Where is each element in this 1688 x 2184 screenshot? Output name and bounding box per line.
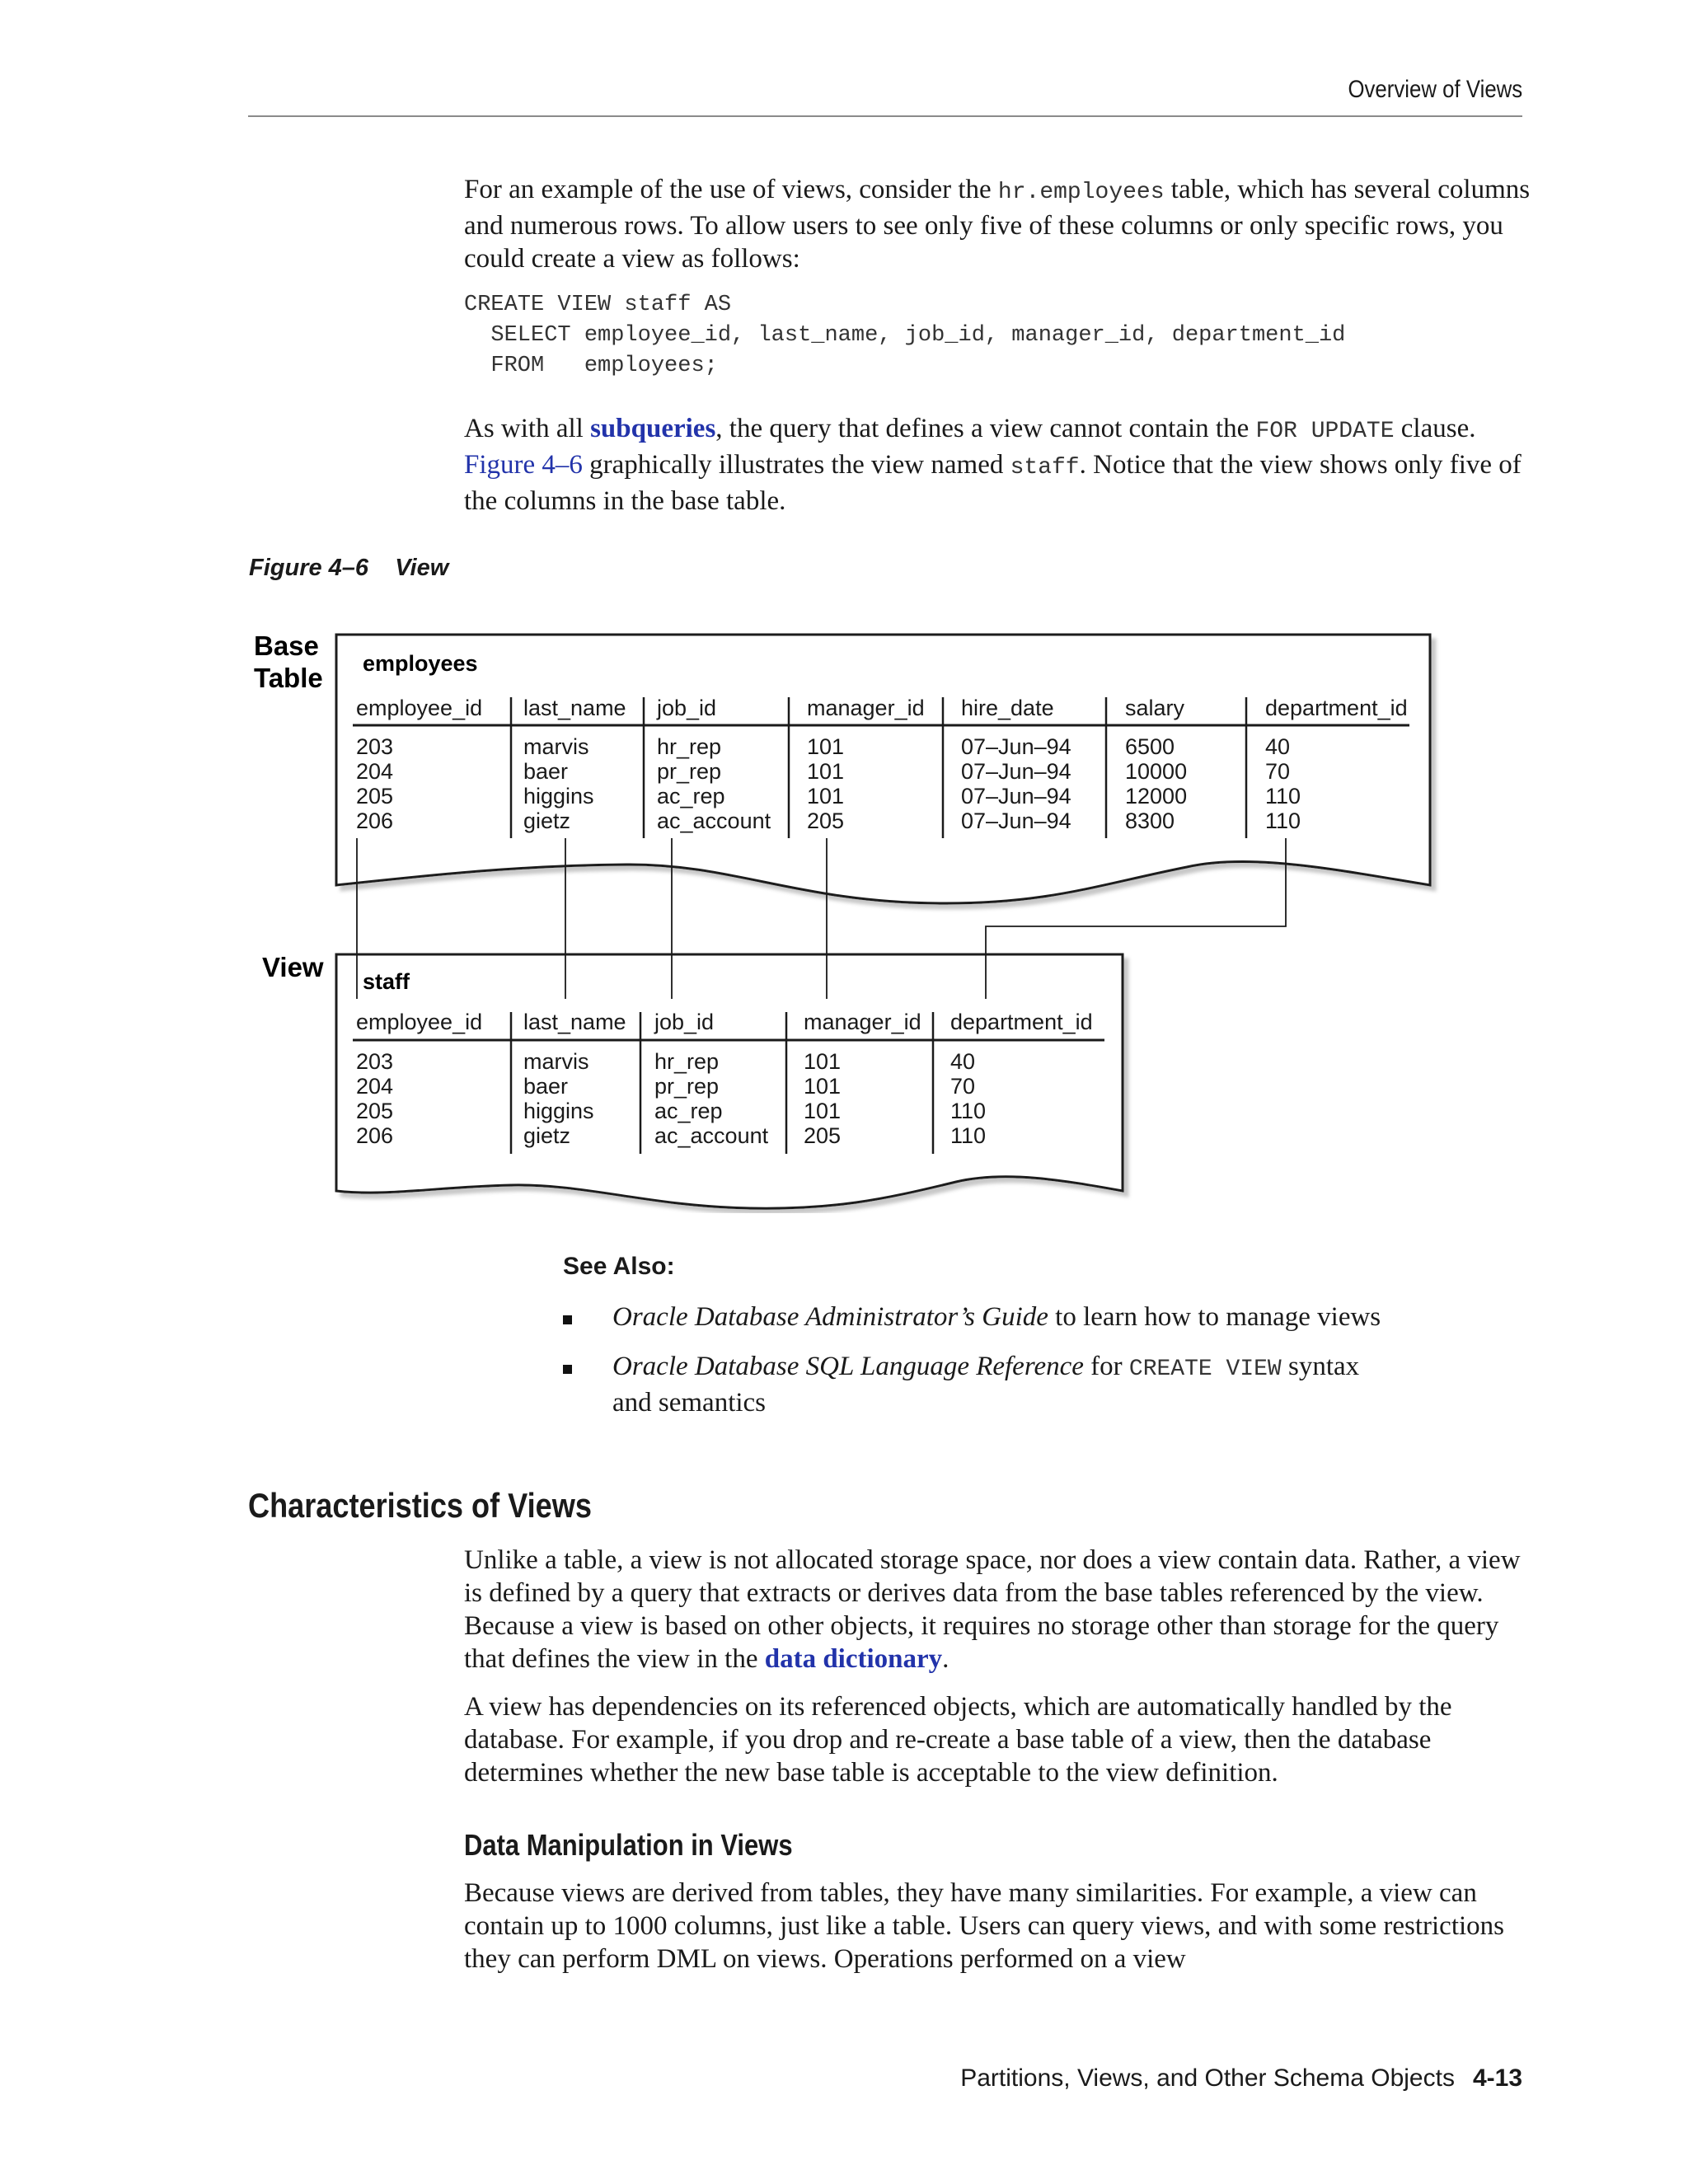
see-also-heading: See Also: bbox=[563, 1253, 675, 1280]
see-also-item bbox=[563, 1350, 1387, 1419]
table-cell: 40 bbox=[950, 1049, 976, 1074]
table-cell: 203 bbox=[356, 1049, 394, 1074]
column-header: manager_id bbox=[807, 696, 925, 720]
column-header: employee_id bbox=[356, 1010, 483, 1034]
figure-caption: Figure 4–6 View bbox=[249, 555, 449, 581]
table-cell: baer bbox=[523, 1074, 569, 1099]
bullet-square-icon bbox=[563, 1315, 572, 1324]
table-cell: 6500 bbox=[1125, 734, 1175, 759]
table-cell: ac_account bbox=[654, 1123, 769, 1148]
table-cell: 101 bbox=[804, 1074, 842, 1099]
column-header: job_id bbox=[654, 1010, 715, 1034]
table-cell: 70 bbox=[1265, 759, 1291, 784]
view-table-name: staff bbox=[363, 969, 410, 994]
para2-text-1: As with all bbox=[464, 414, 591, 443]
subsection-heading: Data Manipulation in Views bbox=[464, 1828, 793, 1862]
section-paragraph-2: A view has dependencies on its referenced objects, which are automatically handled by the database. For example, if you drop and re-create a base table of a view, then the database determines whether the new base table is acceptable to the view definition. bbox=[464, 1692, 1452, 1788]
view-diagram bbox=[239, 620, 1451, 1213]
table-cell: 8300 bbox=[1125, 808, 1175, 833]
page-number: 4-13 bbox=[1472, 2064, 1522, 2092]
table-cell: marvis bbox=[523, 1049, 589, 1074]
admin-guide-title: Oracle Database Administrator’s Guide bbox=[612, 1302, 1048, 1332]
table-cell: marvis bbox=[523, 734, 589, 759]
footer-title: Partitions, Views, and Other Schema Objects bbox=[960, 2064, 1455, 2092]
staff-code: staff bbox=[1010, 455, 1080, 480]
column-header: job_id bbox=[657, 696, 717, 720]
view-label: View bbox=[262, 952, 324, 982]
see-also-item bbox=[563, 1301, 1387, 1333]
table-cell: 204 bbox=[356, 759, 394, 784]
table-cell: 70 bbox=[950, 1074, 976, 1099]
see-also-item-1-text: to learn how to manage views bbox=[1048, 1302, 1381, 1332]
table-cell: 101 bbox=[804, 1099, 842, 1123]
table-cell: baer bbox=[523, 759, 569, 784]
table-cell: 205 bbox=[807, 808, 845, 833]
column-header: hire_date bbox=[961, 696, 1054, 720]
section-paragraph-1 bbox=[464, 1544, 1536, 1675]
table-cell: gietz bbox=[523, 808, 571, 833]
subsection-paragraph: Because views are derived from tables, they have many similarities. For example, a view can contain up to 1000 columns, just like a table. Users can query views, and with some restrictions they can perform DML on views. Operations performed on a view bbox=[464, 1878, 1504, 1974]
table-cell: higgins bbox=[523, 784, 594, 808]
table-cell: 10000 bbox=[1125, 759, 1188, 784]
section-p1-end: . bbox=[942, 1644, 950, 1674]
header-title: Overview of Views bbox=[1348, 76, 1522, 103]
table-cell: pr_rep bbox=[657, 759, 722, 784]
intro-text-2: table, which has several columns and numerous rows. To allow users to see only five of these columns or only specific rows, you could create a view as follows: bbox=[464, 175, 1531, 274]
table-cell: 205 bbox=[356, 784, 394, 808]
table-cell: 07–Jun–94 bbox=[961, 759, 1071, 784]
table-cell: 204 bbox=[356, 1074, 394, 1099]
see-also-list bbox=[563, 1301, 1387, 1436]
table-cell: 205 bbox=[804, 1123, 842, 1148]
table-cell: ac_account bbox=[657, 808, 771, 833]
table-cell: 07–Jun–94 bbox=[961, 784, 1071, 808]
table-cell: 40 bbox=[1265, 734, 1291, 759]
table-cell: 110 bbox=[1265, 784, 1301, 808]
base-label-line1: Base bbox=[254, 630, 319, 661]
table-cell: ac_rep bbox=[654, 1099, 723, 1123]
table-cell: gietz bbox=[523, 1123, 571, 1148]
table-cell: 110 bbox=[1265, 808, 1301, 833]
table-cell: ac_rep bbox=[657, 784, 725, 808]
base-label-line2: Table bbox=[254, 663, 323, 693]
column-header: last_name bbox=[523, 1010, 626, 1034]
table-cell: hr_rep bbox=[657, 734, 722, 759]
table-cell: 07–Jun–94 bbox=[961, 808, 1071, 833]
view-table-frame bbox=[336, 954, 1123, 1208]
table-cell: 101 bbox=[807, 734, 845, 759]
table-cell: higgins bbox=[523, 1099, 594, 1123]
table-cell: 206 bbox=[356, 1123, 394, 1148]
column-header: manager_id bbox=[804, 1010, 921, 1034]
table-cell: 12000 bbox=[1125, 784, 1188, 808]
column-header: salary bbox=[1125, 696, 1185, 720]
create-view-code-inline: CREATE VIEW bbox=[1128, 1357, 1282, 1382]
page-header bbox=[248, 73, 1522, 117]
subqueries-paragraph bbox=[464, 412, 1536, 518]
column-header: employee_id bbox=[356, 696, 483, 720]
intro-text-1: For an example of the use of views, consider the bbox=[464, 175, 998, 204]
intro-code-hr-employees: hr.employees bbox=[997, 180, 1165, 205]
column-header: department_id bbox=[1265, 696, 1408, 720]
table-cell: 07–Jun–94 bbox=[961, 734, 1071, 759]
sql-reference-title: Oracle Database SQL Language Reference bbox=[612, 1352, 1084, 1381]
section-p1-text: Unlike a table, a view is not allocated storage space, nor does a view contain data. Rather, a view is defined by a query that extracts or derives data from the base tables referenced by the view. Because a view is based on other objects, it requires no storage other than storage for the query that defines the view in the bbox=[464, 1545, 1521, 1674]
section-heading: Characteristics of Views bbox=[248, 1486, 592, 1525]
see-also-item-2-mid: for bbox=[1083, 1352, 1129, 1381]
para2-text-5: . Notice that the view shows only five of the columns in the base table. bbox=[464, 450, 1522, 516]
para2-text-3: clause. bbox=[1394, 414, 1476, 443]
table-cell: 101 bbox=[807, 784, 845, 808]
for-update-code: FOR UPDATE bbox=[1255, 419, 1395, 444]
table-cell: 101 bbox=[807, 759, 845, 784]
base-table-name: employees bbox=[363, 651, 478, 676]
column-header: last_name bbox=[523, 696, 626, 720]
subqueries-link[interactable]: subqueries bbox=[590, 414, 716, 443]
table-cell: hr_rep bbox=[654, 1049, 720, 1074]
table-cell: 110 bbox=[950, 1099, 987, 1123]
table-cell: 205 bbox=[356, 1099, 394, 1123]
column-header: department_id bbox=[950, 1010, 1093, 1034]
para2-text-2: , the query that defines a view cannot contain the bbox=[715, 414, 1256, 443]
create-view-code: CREATE VIEW staff AS SELECT employee_id, last_name, job_id, manager_id, department_id FROM employees; bbox=[464, 293, 1346, 378]
see-also-item-2-text: syntax and semantics bbox=[612, 1352, 1360, 1418]
data-dictionary-link[interactable]: data dictionary bbox=[764, 1644, 943, 1674]
figure-4-6-link[interactable]: Figure 4–6 bbox=[464, 450, 583, 480]
table-cell: 101 bbox=[804, 1049, 842, 1074]
intro-paragraph bbox=[464, 173, 1536, 275]
table-cell: 110 bbox=[950, 1123, 987, 1148]
table-cell: pr_rep bbox=[654, 1074, 720, 1099]
table-cell: 206 bbox=[356, 808, 394, 833]
page-footer bbox=[960, 2064, 1522, 2093]
para2-text-4: graphically illustrates the view named bbox=[582, 450, 1010, 480]
bullet-square-icon bbox=[563, 1365, 572, 1374]
table-cell: 203 bbox=[356, 734, 394, 759]
